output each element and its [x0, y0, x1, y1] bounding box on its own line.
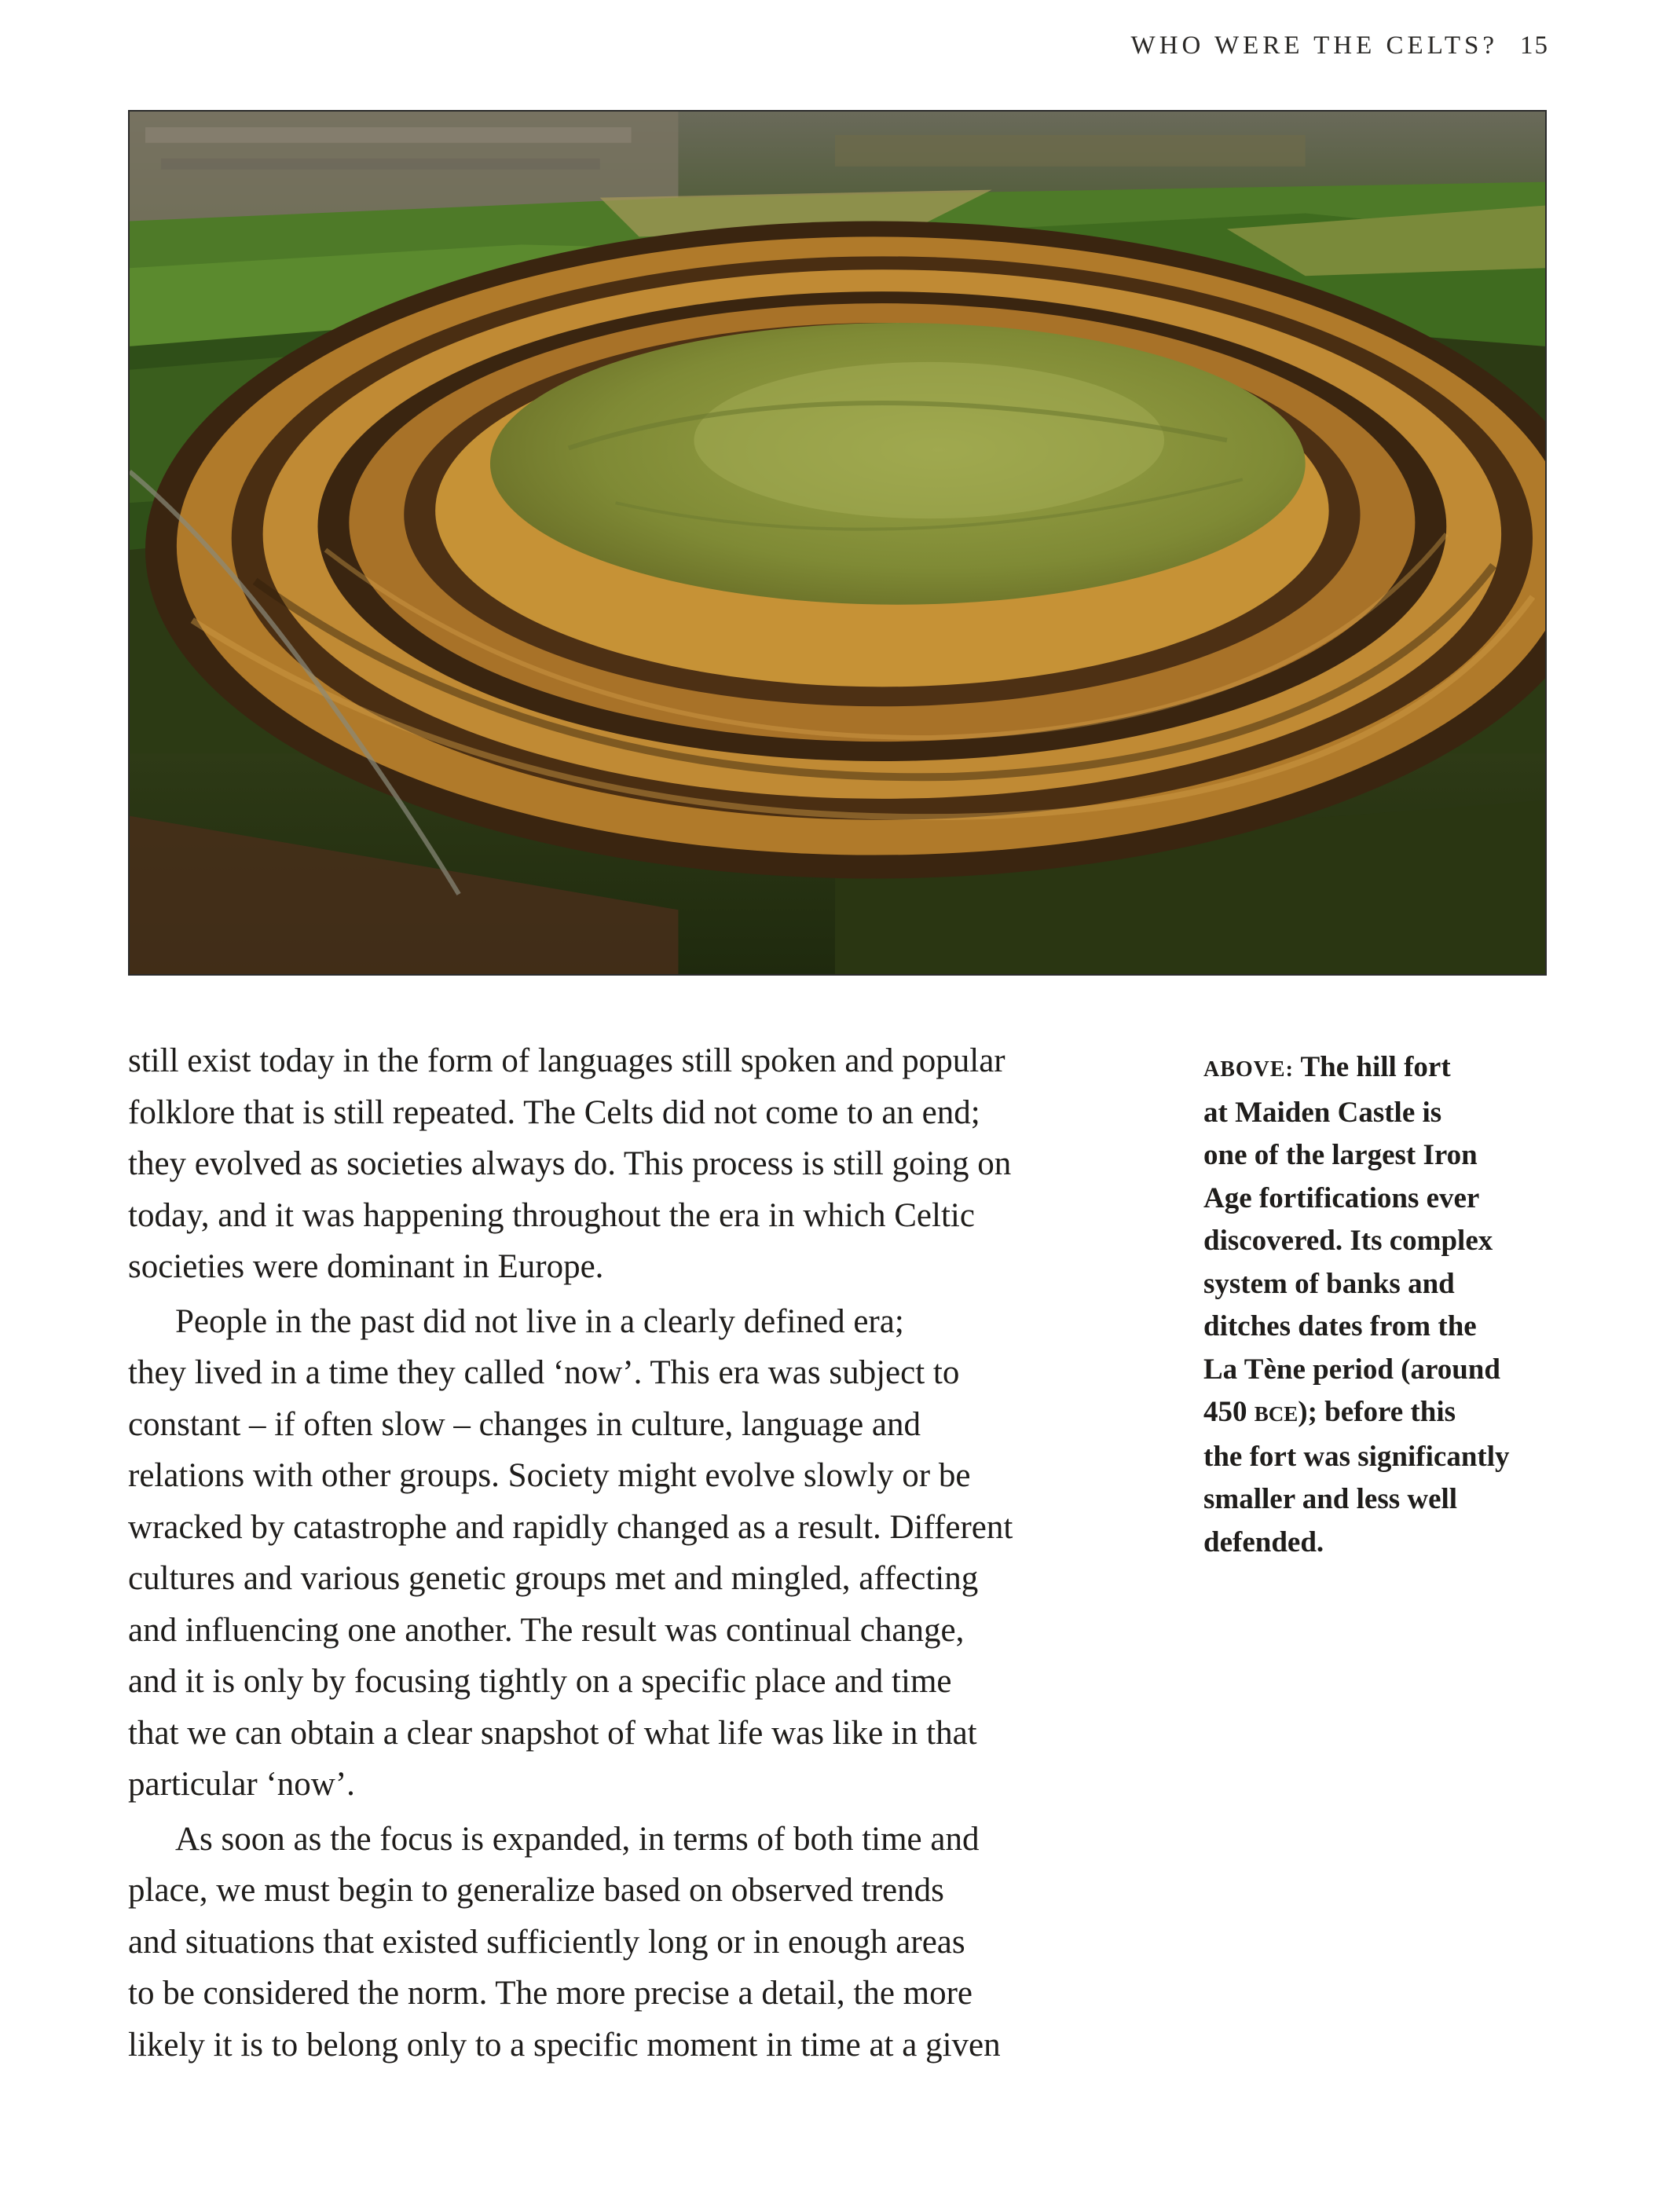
- running-head: [1131, 31, 1549, 60]
- text-line: folklore that is still repeated. The Celts did not come to an end;: [128, 1093, 980, 1131]
- text-line: wracked by catastrophe and rapidly changed as a result. Different: [128, 1508, 1013, 1546]
- caption-text: 450: [1203, 1396, 1255, 1428]
- caption-line: ditches dates from the: [1203, 1310, 1477, 1342]
- caption-line: discovered. Its complex: [1203, 1225, 1493, 1257]
- maiden-castle-photo: [128, 110, 1547, 976]
- text-line: relations with other groups. Society might evolve slowly or be: [128, 1457, 971, 1494]
- caption-line: the fort was significantly: [1203, 1440, 1510, 1473]
- text-line: particular ‘now’.: [128, 1766, 355, 1803]
- hill-fort-aerial-image: [130, 112, 1545, 974]
- running-head-title: WHO WERE THE CELTS?: [1130, 31, 1498, 60]
- paragraph-3: [128, 1814, 1157, 2071]
- text-line: cultures and various genetic groups met and mingled, affecting: [128, 1560, 979, 1597]
- text-line: they lived in a time they called ‘now’. This era was subject to: [128, 1354, 960, 1391]
- caption-small-caps: BCE: [1254, 1402, 1299, 1426]
- text-line: People in the past did not live in a clearly defined era;: [175, 1302, 904, 1340]
- text-line: still exist today in the form of languages still spoken and popular: [128, 1042, 1005, 1079]
- paragraph-2: [128, 1296, 1157, 1811]
- text-line: and situations that existed sufficiently long or in enough areas: [128, 1923, 965, 1961]
- text-line: today, and it was happening throughout the era in which Celtic: [128, 1196, 975, 1234]
- text-line: and it is only by focusing tightly on a specific place and time: [128, 1663, 952, 1700]
- paragraph-1: [128, 1035, 1157, 1293]
- caption-line: [1203, 1391, 1573, 1436]
- text-line: they evolved as societies always do. This process is still going on: [128, 1145, 1012, 1182]
- caption-label: ABOVE:: [1203, 1057, 1294, 1082]
- text-line: and influencing one another. The result was continual change,: [128, 1611, 965, 1649]
- body-text: [128, 1035, 1157, 2071]
- text-line: to be considered the norm. The more precise a detail, the more: [128, 1975, 973, 2012]
- caption-text: The hill fort: [1293, 1051, 1451, 1083]
- caption-line: system of banks and: [1203, 1267, 1455, 1300]
- caption-line: La Tène period (around: [1203, 1353, 1500, 1386]
- caption-line: smaller and less well: [1203, 1483, 1458, 1515]
- caption-line: defended.: [1203, 1525, 1324, 1558]
- text-line: societies were dominant in Europe.: [128, 1248, 604, 1285]
- caption-text: ); before this: [1298, 1396, 1456, 1428]
- text-line: place, we must begin to generalize based on observed trends: [128, 1872, 944, 1909]
- caption-line: Age fortifications ever: [1203, 1181, 1480, 1214]
- text-line: constant – if often slow – changes in culture, language and: [128, 1405, 921, 1443]
- photo-caption: [1203, 1046, 1573, 1564]
- text-line: As soon as the focus is expanded, in terms of both time and: [175, 1820, 980, 1858]
- text-line: likely it is to belong only to a specific moment in time at a given: [128, 2026, 1001, 2064]
- caption-line: one of the largest Iron: [1203, 1139, 1478, 1171]
- page-number: 15: [1520, 31, 1549, 60]
- caption-line: [1203, 1046, 1573, 1092]
- caption-line: at Maiden Castle is: [1203, 1096, 1442, 1129]
- text-line: that we can obtain a clear snapshot of what life was like in that: [128, 1714, 977, 1752]
